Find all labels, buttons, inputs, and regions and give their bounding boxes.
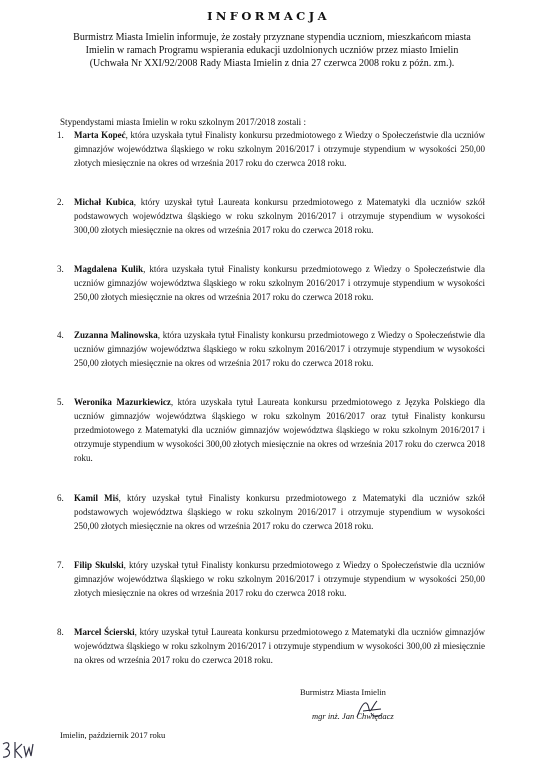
intro-paragraph: Burmistrz Miasta Imielin informuje, że zostały przyznane stypendia uczniom, mieszkańcom miasta Imielin w ramach Programu wspierania edukacji uzdolnionych uczniów przez miasto Imielin (Uchwała Nr XXI/92/2008 Rady Miasta Imielin z dnia 27 czerwca 2008 roku z późn. zm.). — [73, 32, 471, 69]
signature-signer: mgr inż. Jan Chwiędacz — [312, 711, 394, 721]
recipient-name: Magdalena Kulik — [74, 264, 144, 274]
recipient-description: , który uzyskał tytuł Laureata konkursu przedmiotowego z Matematyki dla uczniów gimnazjów województwa śląskiego w roku szkolnym 2016/2017 i otrzymuje stypendium w wysokości 300,00 zł miesięcznie na okres od września 2017 roku do czerwca 2018 roku. — [74, 627, 485, 665]
recipient-description: , która uzyskała tytuł Finalisty konkursu przedmiotowego z Wiedzy o Społeczeństwie dla uczniów gimnazjów województwa śląskiego w roku szkolnym 2016/2017 i otrzymuje stypendium w wysokości 250,00 złotych miesięcznie na okres od września 2017 roku do czerwca 2018 roku. — [74, 330, 485, 368]
recipients-lead: Stypendystami miasta Imielin w roku szkolnym 2017/2018 zostali : — [60, 117, 307, 127]
item-number: 7. — [57, 560, 64, 570]
list-item — [57, 491, 485, 533]
recipient-description: , który uzyskał tytuł Finalisty konkursu przedmiotowego z Wiedzy o Społeczeństwie dla uczniów gimnazjów województwa śląskiego w roku szkolnym 2016/2017 i otrzymuje stypendium w wysokości 250,00 złotych miesięcznie na okres od września 2017 roku do czerwca 2018 roku. — [74, 560, 486, 598]
list-item — [57, 625, 485, 667]
item-number: 3. — [57, 264, 64, 274]
item-number: 8. — [57, 627, 64, 637]
recipient-name: Michał Kubica — [74, 197, 134, 207]
list-item — [57, 328, 485, 370]
item-number: 1. — [57, 130, 64, 140]
handwritten-initials-icon — [0, 738, 40, 764]
recipient-description: , która uzyskała tytuł Finalisty konkursu przedmiotowego z Wiedzy o Społeczeństwie dla uczniów gimnazjów województwa śląskiego w roku szkolnym 2016/2017 i otrzymuje stypendium w wysokości 250,00 złotych miesięcznie na okres od września 2017 roku do czerwca 2018 roku. — [74, 130, 486, 168]
recipient-description: , który uzyskał tytuł Laureata konkursu przedmiotowego z Matematyki dla uczniów szkół podstawowych województwa śląskiego w roku szkolnym 2016/2017 i otrzymuje stypendium w wysokości 300,00 złotych miesięcznie na okres od września 2017 roku do czerwca 2018 roku. — [74, 197, 485, 235]
list-item — [57, 128, 486, 170]
list-item — [57, 395, 485, 465]
recipient-name: Zuzanna Malinowska — [74, 330, 158, 340]
list-item — [57, 558, 486, 600]
item-number: 5. — [57, 397, 64, 407]
place-date: Imielin, październik 2017 roku — [60, 730, 166, 740]
item-number: 4. — [57, 330, 64, 340]
list-item — [57, 195, 485, 237]
document-title: INFORMACJA — [207, 9, 330, 23]
signature-office: Burmistrz Miasta Imielin — [300, 687, 386, 697]
recipient-name: Kamil Miś — [74, 493, 119, 503]
recipient-description: , który uzyskał tytuł Finalisty konkursu przedmiotowego z Matematyki dla uczniów szkół podstawowych województwa śląskiego w roku szkolnym 2016/2017 i otrzymuje stypendium w wysokości 250,00 złotych miesięcznie na okres od września 2017 roku do czerwca 2018 roku. — [74, 493, 485, 531]
handwritten-signature-icon — [353, 697, 385, 721]
recipient-description: , która uzyskała tytuł Finalisty konkursu przedmiotowego z Wiedzy o Społeczeństwie dla uczniów gimnazjów województwa śląskiego w roku szkolnym 2016/2017 i otrzymuje stypendium w wysokości 250,00 złotych miesięcznie na okres od września 2017 roku do czerwca 2018 roku. — [74, 264, 486, 302]
recipient-name: Marcel Ścierski — [74, 627, 135, 637]
recipient-description: , która uzyskała tytuł Laureata konkursu przedmiotowego z Języka Polskiego dla uczniów gimnazjów województwa śląskiego w roku szkolnym 2016/2017 oraz tytuł Finalisty konkursu przedmiotowego z Matematyki dla uczniów gimnazjów województwa śląskiego w roku szkolnym 2016/2017 i otrzymuje stypendium w wysokości 300,00 złotych miesięcznie na okres od września 2017 roku do czerwca 2018 roku. — [74, 397, 485, 463]
list-item — [57, 262, 486, 304]
recipient-name: Weronika Mazurkiewicz — [74, 397, 171, 407]
recipient-name: Filip Skulski — [74, 560, 124, 570]
item-number: 6. — [57, 493, 64, 503]
recipient-name: Marta Kopeć — [74, 130, 126, 140]
item-number: 2. — [57, 197, 64, 207]
